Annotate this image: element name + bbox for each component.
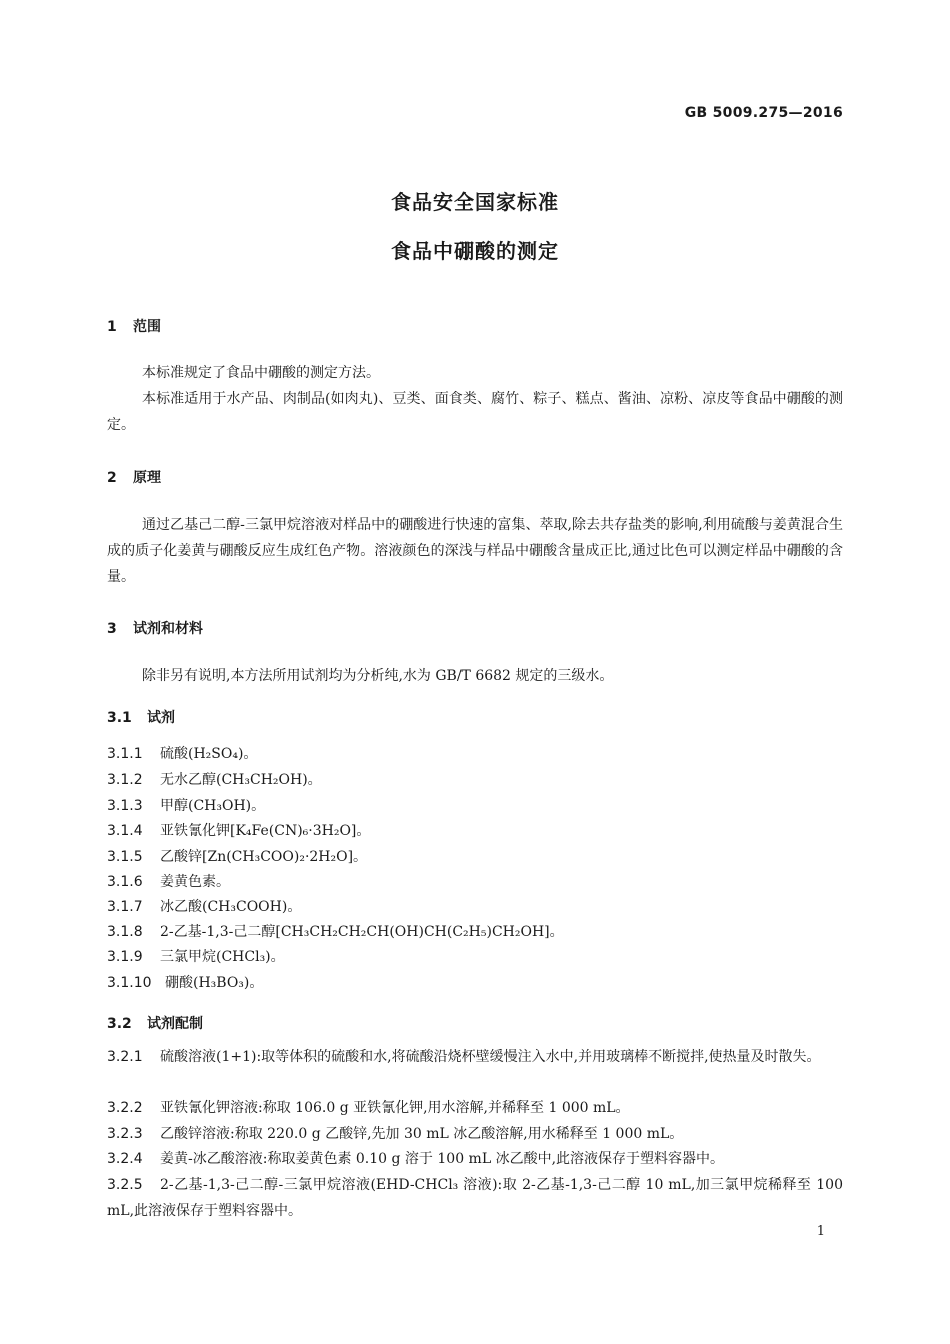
- item-number: 3.2.3: [107, 1126, 143, 1142]
- item-text: 亚铁氰化钾[K₄Fe(CN)₆·3H₂O]。: [160, 823, 371, 839]
- paragraph: 通过乙基己二醇-三氯甲烷溶液对样品中的硼酸进行快速的富集、萃取,除去共存盐类的影响,利用硫酸与姜黄混合生成的质子化姜黄与硼酸反应生成红色产物。溶液颜色的深浅与样品中硼酸含量成正比,通过比色可以测定样品中硼酸的含量。: [107, 517, 843, 585]
- item-number: 3.1.8: [107, 924, 143, 940]
- section-number: 2: [107, 470, 117, 486]
- item-text: 硫酸(H₂SO₄)。: [160, 746, 258, 762]
- document-title: 食品安全国家标准: [391, 190, 559, 214]
- reagent-item: [107, 972, 263, 992]
- reagent-item: [107, 743, 257, 763]
- preparation-item: [107, 1172, 843, 1224]
- reagent-item: [107, 871, 230, 891]
- section-1-heading: [107, 316, 161, 336]
- section-title: 原理: [133, 470, 161, 486]
- item-number: 3.1.1: [107, 746, 143, 762]
- item-text: 硼酸(H₃BO₃)。: [165, 975, 264, 991]
- item-text: 乙酸锌[Zn(CH₃COO)₂·2H₂O]。: [160, 849, 368, 865]
- item-text: 甲醇(CH₃OH)。: [160, 798, 266, 814]
- item-text: 冰乙酸(CH₃COOH)。: [160, 899, 302, 915]
- item-number: 3.1.6: [107, 874, 143, 890]
- section-title: 试剂和材料: [133, 621, 203, 637]
- page-number: 1: [816, 1224, 825, 1239]
- reagent-item: [107, 896, 301, 916]
- paragraph: 本标准规定了食品中硼酸的测定方法。: [142, 365, 380, 381]
- item-text: 乙酸锌溶液:称取 220.0 g 乙酸锌,先加 30 mL 冰乙酸溶解,用水稀释至 1 000 mL。: [160, 1126, 684, 1142]
- subsection-number: 3.1: [107, 710, 132, 726]
- subsection-3-1-heading: [107, 707, 175, 727]
- item-text: 姜黄-冰乙酸溶液:称取姜黄色素 0.10 g 溶于 100 mL 冰乙酸中,此溶液保存于塑料容器中。: [160, 1151, 725, 1167]
- preparation-item: [107, 1121, 843, 1147]
- item-number: 3.1.10: [107, 975, 152, 991]
- item-number: 3.1.4: [107, 823, 143, 839]
- reagent-item: [107, 795, 265, 815]
- reagent-item: [107, 921, 564, 941]
- item-number: 3.1.3: [107, 798, 143, 814]
- standard-number: GB 5009.275—2016: [684, 105, 843, 121]
- item-number: 3.1.9: [107, 949, 143, 965]
- item-text: 三氯甲烷(CHCl₃)。: [160, 949, 285, 965]
- item-number: 3.2.2: [107, 1100, 143, 1116]
- reagent-item: [107, 769, 322, 789]
- section-3-heading: [107, 618, 203, 638]
- document-subtitle: 食品中硼酸的测定: [391, 239, 559, 263]
- item-text: 硫酸溶液(1+1):取等体积的硫酸和水,将硫酸沿烧杯壁缓慢注入水中,并用玻璃棒不断搅拌,使热量及时散失。: [160, 1049, 821, 1065]
- preparation-item: [107, 1044, 843, 1070]
- item-text: 无水乙醇(CH₃CH₂OH)。: [160, 772, 322, 788]
- subsection-title: 试剂: [147, 710, 175, 726]
- item-number: 3.1.5: [107, 849, 143, 865]
- item-number: 3.2.1: [107, 1049, 143, 1065]
- item-text: 2-乙基-1,3-己二醇[CH₃CH₂CH₂CH(OH)CH(C₂H₅)CH₂OH]。: [160, 924, 564, 940]
- item-text: 姜黄色素。: [160, 874, 230, 890]
- subsection-number: 3.2: [107, 1016, 132, 1032]
- subsection-title: 试剂配制: [147, 1016, 203, 1032]
- item-text: 亚铁氰化钾溶液:称取 106.0 g 亚铁氰化钾,用水溶解,并稀释至 1 000 mL。: [160, 1100, 630, 1116]
- section-number: 1: [107, 319, 117, 335]
- item-text: 2-乙基-1,3-己二醇-三氯甲烷溶液(EHD-CHCl₃ 溶液):取 2-乙基-1,3-己二醇 10 mL,加三氯甲烷稀释至 100 mL,此溶液保存于塑料容器中。: [107, 1177, 843, 1219]
- reagent-item: [107, 846, 367, 866]
- preparation-item: [107, 1095, 843, 1121]
- item-number: 3.1.7: [107, 899, 143, 915]
- section-number: 3: [107, 621, 117, 637]
- paragraph: 本标准适用于水产品、肉制品(如肉丸)、豆类、面食类、腐竹、粽子、糕点、酱油、凉粉、凉皮等食品中硼酸的测定。: [107, 391, 843, 433]
- section-title: 范围: [133, 319, 161, 335]
- preparation-item: [107, 1146, 843, 1172]
- reagent-item: [107, 946, 285, 966]
- paragraph: 除非另有说明,本方法所用试剂均为分析纯,水为 GB/T 6682 规定的三级水。: [142, 668, 614, 684]
- item-number: 3.1.2: [107, 772, 143, 788]
- reagent-item: [107, 820, 370, 840]
- item-number: 3.2.4: [107, 1151, 143, 1167]
- item-number: 3.2.5: [107, 1177, 143, 1193]
- subsection-3-2-heading: [107, 1013, 203, 1033]
- section-2-heading: [107, 467, 161, 487]
